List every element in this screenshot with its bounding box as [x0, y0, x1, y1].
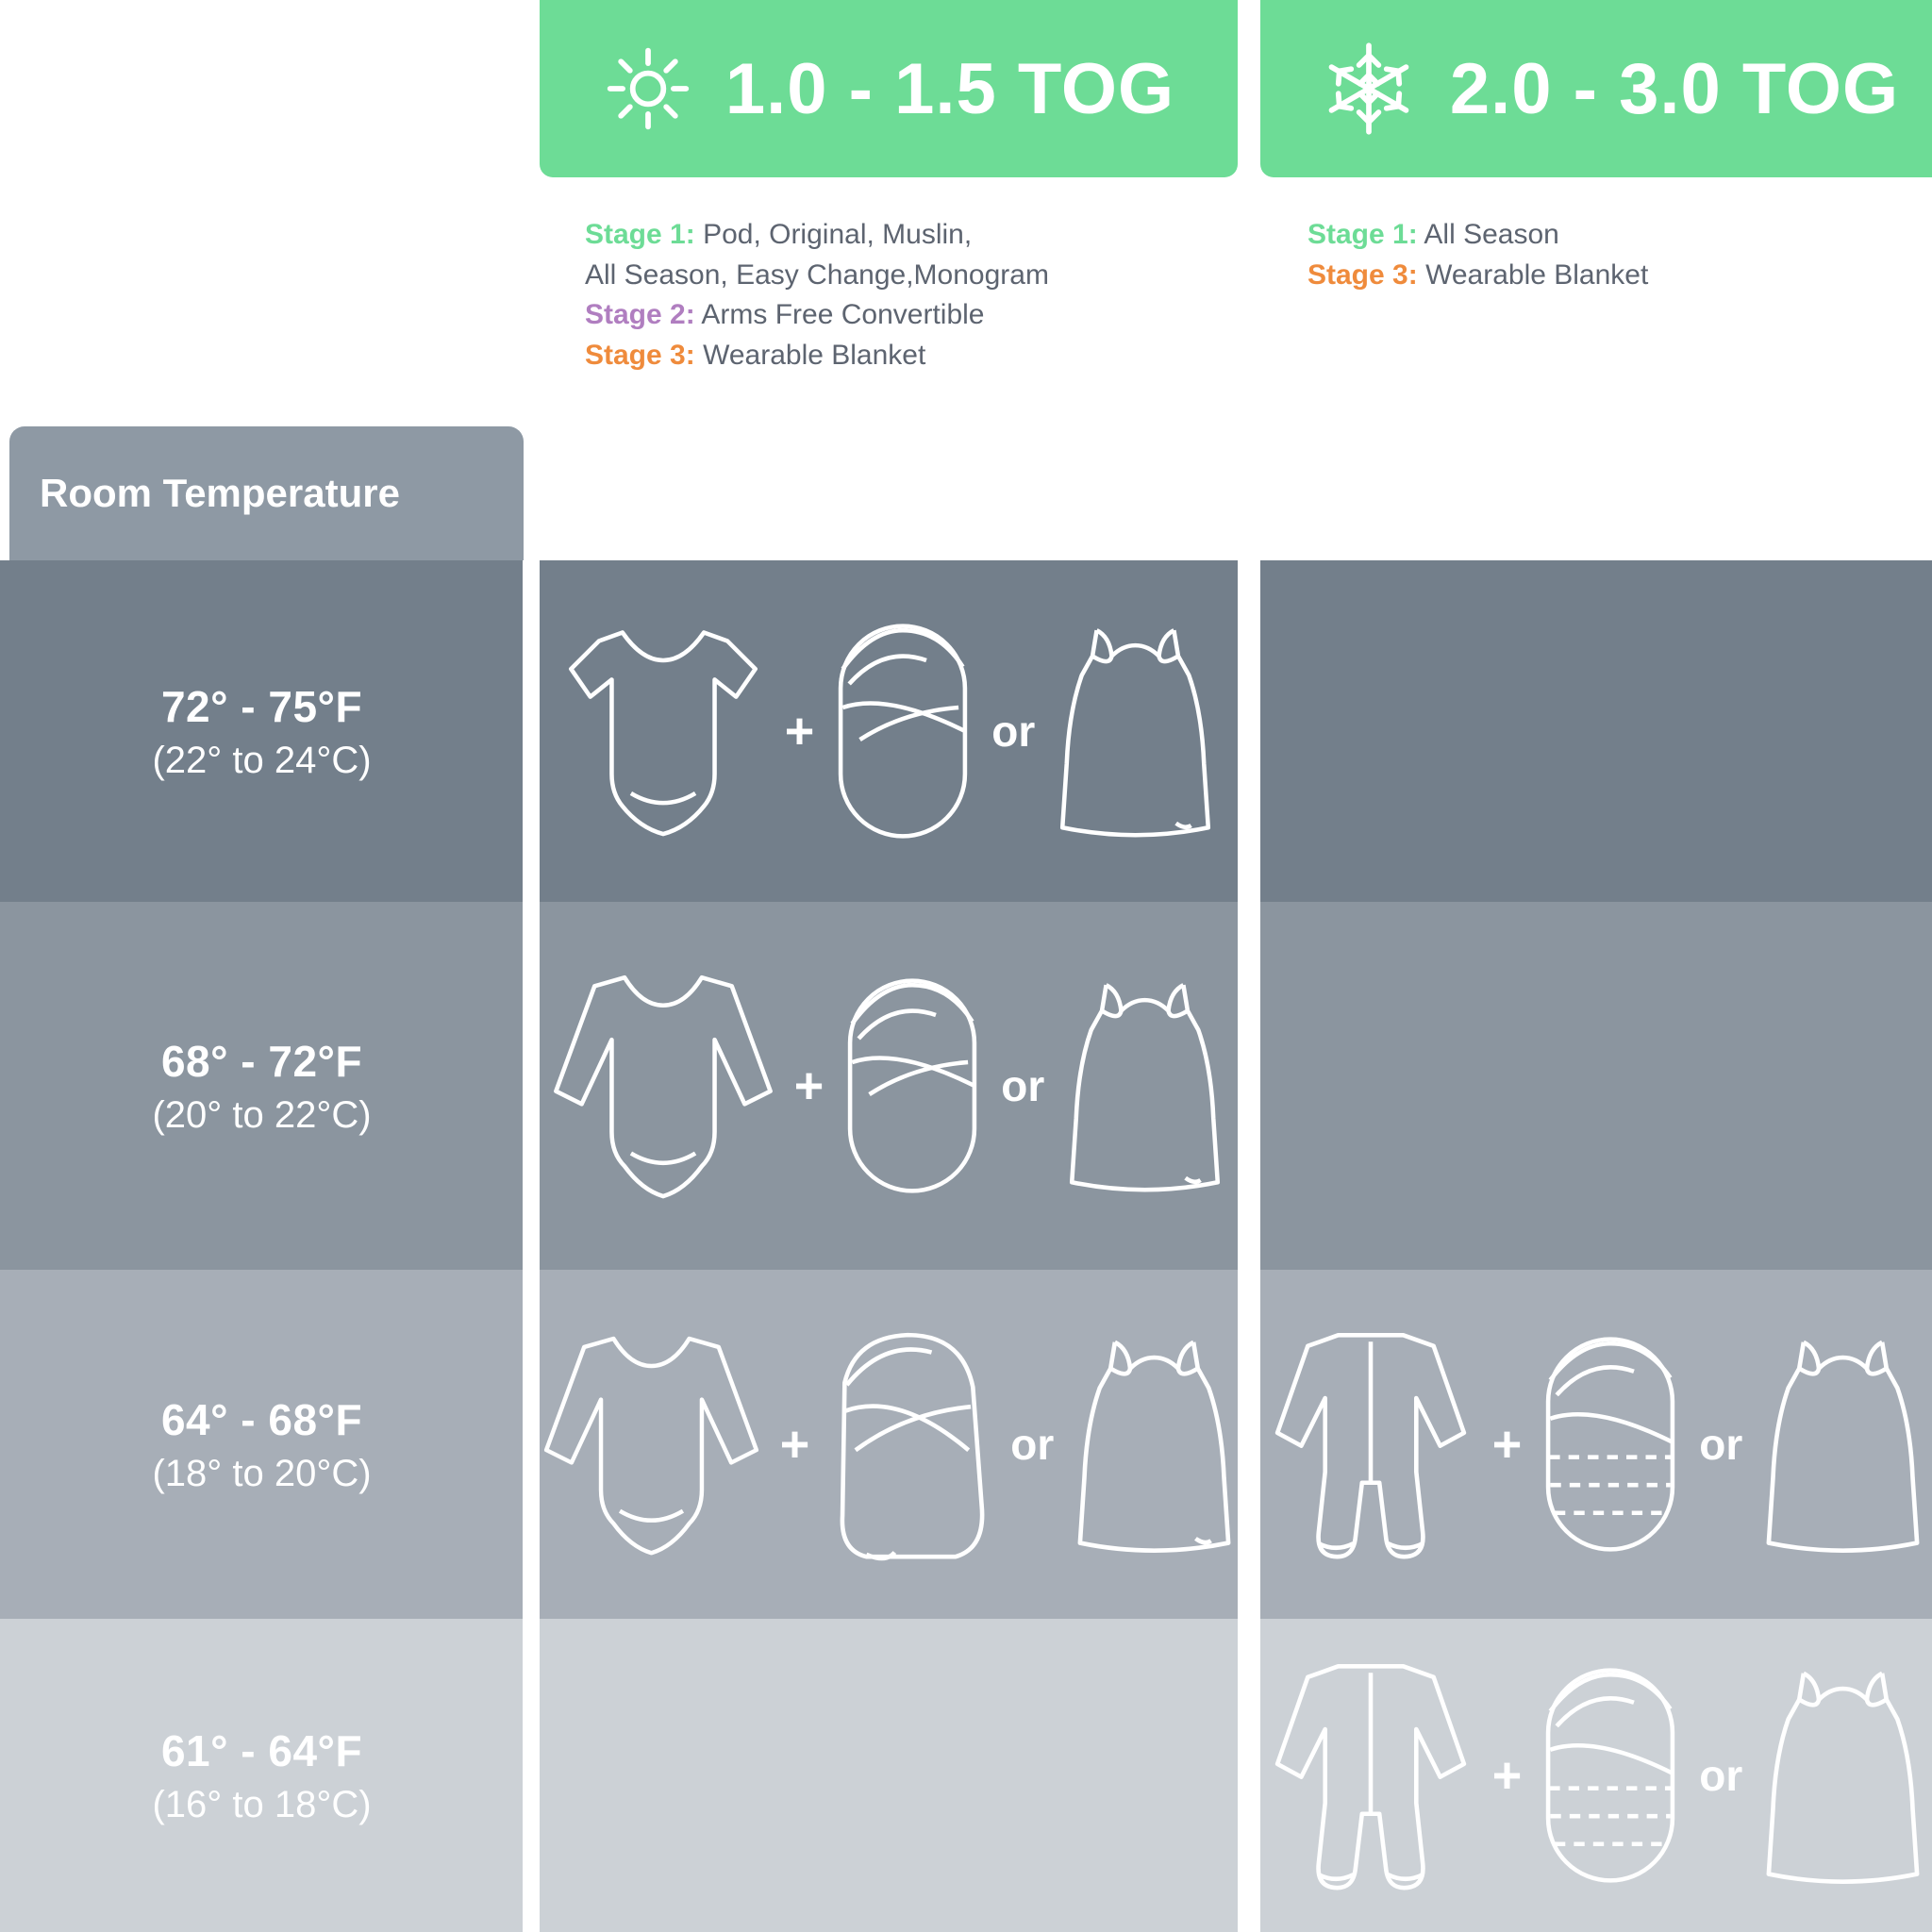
tog-banner-warm [540, 0, 1238, 177]
long-sleeve-bodysuit-icon [536, 1320, 767, 1570]
table-row [0, 1619, 1932, 1932]
column-divider [523, 1619, 540, 1932]
temperature-cell [0, 1619, 524, 1932]
swaddle-wrap-icon [823, 1320, 997, 1570]
temperature-cell [0, 902, 524, 1270]
quilted-swaddle-pod-icon [1535, 1326, 1686, 1562]
plus-sign: + [1491, 1416, 1523, 1473]
column-divider [1243, 902, 1260, 1270]
stage-legend-cold [1307, 215, 1911, 295]
temperature-celsius: (22° to 24°C) [152, 739, 372, 781]
wearable-blanket-icon [1058, 968, 1232, 1204]
legend-line [585, 215, 1245, 256]
stage-items: Arms Free Convertible [701, 299, 985, 331]
temperature-cell [0, 1270, 524, 1619]
tog-label-cold: 2.0 - 3.0 TOG [1449, 48, 1900, 129]
cell-cold [1260, 902, 1932, 1270]
cell-cold [1260, 1619, 1932, 1932]
legend-line [1307, 256, 1911, 296]
temperature-fahrenheit: 68° - 72°F [160, 1036, 363, 1086]
legend-line [585, 256, 1245, 296]
temperature-celsius: (20° to 22°C) [152, 1093, 372, 1136]
stage-key: Stage 3: [585, 339, 695, 371]
temperature-fahrenheit: 61° - 64°F [160, 1725, 363, 1775]
tog-header [0, 0, 1932, 434]
long-sleeve-bodysuit-icon [545, 958, 781, 1213]
wearable-blanket-icon [1048, 613, 1223, 849]
quilted-swaddle-pod-icon [1535, 1657, 1686, 1893]
stage-items: Wearable Blanket [703, 339, 926, 371]
stage-key: Stage 2: [585, 299, 695, 331]
plus-sign: + [1491, 1747, 1523, 1804]
stage-items: Pod, Original, Muslin, [703, 219, 973, 250]
stage-items: Wearable Blanket [1425, 258, 1649, 291]
legend-line [1307, 215, 1911, 256]
plus-sign: + [784, 703, 815, 759]
or-separator: or [991, 707, 1036, 756]
column-divider [1243, 560, 1260, 902]
column-divider [523, 560, 540, 902]
table-row [0, 902, 1932, 1270]
stage-items: All Season, Easy Change,Monogram [585, 258, 1049, 291]
table-row [0, 560, 1932, 902]
or-separator: or [1699, 1751, 1743, 1800]
wearable-blanket-icon [1067, 1324, 1241, 1565]
plus-sign: + [793, 1058, 824, 1114]
column-divider [523, 902, 540, 1270]
stage-key: Stage 1: [585, 219, 695, 250]
stage-key: Stage 1: [1307, 219, 1418, 250]
sun-icon [603, 43, 693, 134]
temperature-fahrenheit: 64° - 68°F [160, 1394, 363, 1444]
tog-label-warm: 1.0 - 1.5 TOG [724, 48, 1175, 129]
stage-key: Stage 3: [1307, 258, 1418, 291]
cell-warm [540, 560, 1238, 902]
footed-pajama-icon [1262, 1320, 1479, 1570]
cell-warm [540, 1619, 1238, 1932]
cell-warm [540, 1270, 1238, 1619]
room-temperature-header [9, 426, 524, 560]
legend-line [585, 295, 1245, 336]
snowflake-icon [1320, 40, 1418, 138]
column-divider [1243, 1270, 1260, 1619]
column-divider [1243, 1619, 1260, 1932]
temperature-cell [0, 560, 524, 902]
or-separator: or [1699, 1420, 1743, 1469]
temperature-guide-table [0, 426, 1932, 1932]
stage-legend-warm [585, 215, 1245, 375]
tog-banner-cold [1260, 0, 1932, 177]
or-separator: or [1001, 1061, 1045, 1110]
plus-sign: + [779, 1416, 810, 1473]
temperature-celsius: (16° to 18°C) [152, 1783, 372, 1825]
table-row [0, 1270, 1932, 1619]
swaddle-pod-icon [837, 968, 988, 1204]
wearable-blanket-icon [1756, 1324, 1930, 1565]
stage-items: All Season [1424, 219, 1559, 250]
swaddle-pod-icon [827, 613, 978, 849]
short-sleeve-bodysuit-icon [555, 613, 772, 849]
cell-cold [1260, 560, 1932, 902]
or-separator: or [1010, 1420, 1055, 1469]
cell-cold [1260, 1270, 1932, 1619]
room-temperature-label: Room Temperature [40, 471, 400, 515]
footed-pajama-icon [1262, 1651, 1479, 1901]
legend-line [585, 336, 1245, 376]
cell-warm [540, 902, 1238, 1270]
temperature-celsius: (18° to 20°C) [152, 1452, 372, 1494]
temperature-fahrenheit: 72° - 75°F [160, 681, 363, 731]
wearable-blanket-icon [1756, 1656, 1930, 1896]
